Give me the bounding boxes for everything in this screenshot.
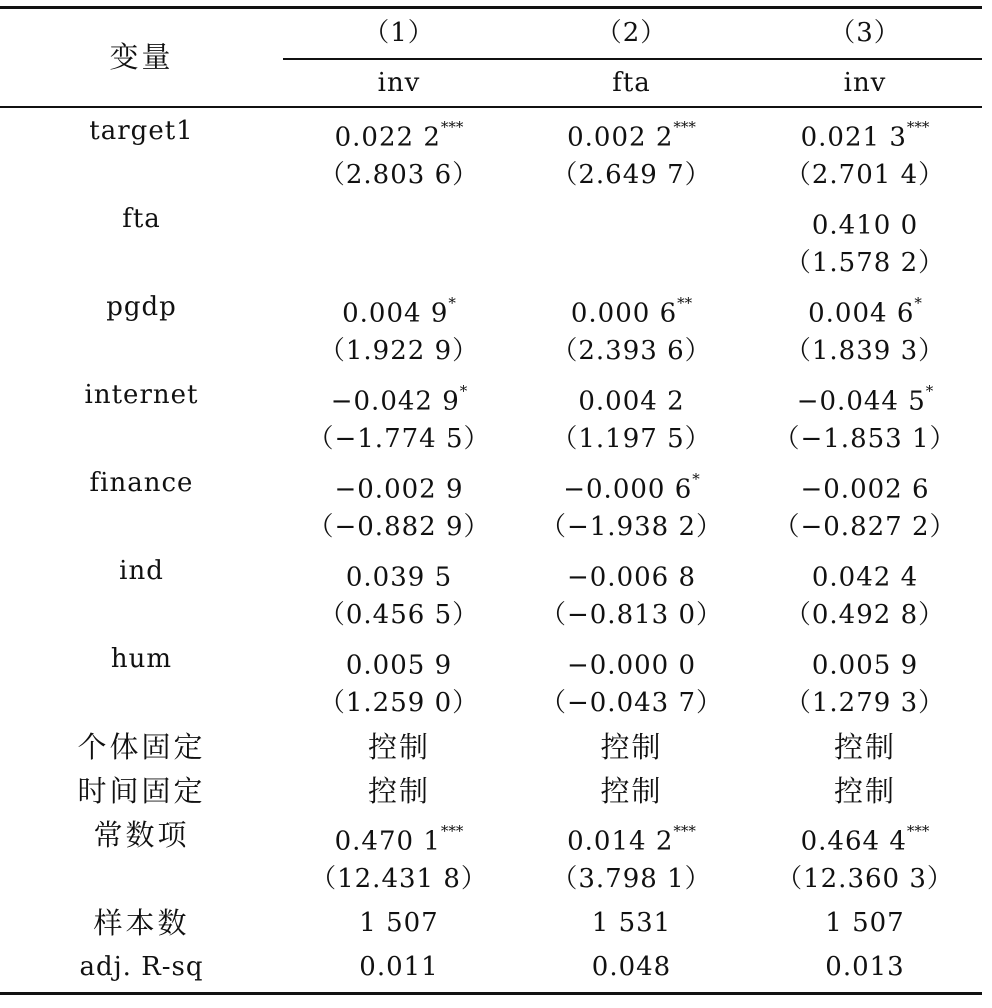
coef-cell <box>515 380 748 417</box>
control-cell: 控制 <box>833 774 896 808</box>
coef-cell <box>748 116 982 153</box>
significance-stars: * <box>692 470 700 488</box>
coef-value: 0.005 9 <box>811 650 919 681</box>
header-bottom-rule <box>0 106 982 108</box>
footer-cell: 1 531 <box>591 908 672 938</box>
coef-cell <box>515 820 748 857</box>
coef-cell <box>515 644 748 681</box>
significance-stars: *** <box>673 822 696 840</box>
significance-stars: *** <box>440 118 464 136</box>
footer-cell: 0.013 <box>825 952 905 982</box>
coef-value: −0.000 6 <box>563 474 693 505</box>
coef-value: −0.000 0 <box>566 650 697 681</box>
t-stat-cell: （12.360 3） <box>776 864 954 894</box>
footer-cell: 1 507 <box>359 908 439 938</box>
coef-value: 0.005 9 <box>345 650 453 681</box>
coef-value: 0.021 3 <box>800 122 907 153</box>
coef-value: 0.004 9 <box>342 298 449 329</box>
footer-row-label: 样本数 <box>93 906 190 940</box>
coef-cell <box>748 644 982 681</box>
column-number-3: （3） <box>829 18 901 48</box>
t-stat-cell: （1.839 3） <box>784 336 946 366</box>
t-stat-cell: （−1.853 1） <box>773 424 957 454</box>
column-dependent-3: inv <box>843 68 887 98</box>
t-stat-cell: （1.279 3） <box>784 688 946 718</box>
coef-cell <box>748 556 982 593</box>
significance-stars: * <box>448 294 456 312</box>
t-stat-cell: （−1.774 5） <box>307 424 491 454</box>
control-cell: 控制 <box>600 730 663 764</box>
t-stat-cell: （−0.827 2） <box>773 512 957 542</box>
control-row-label: 时间固定 <box>77 774 206 808</box>
coef-cell <box>748 468 982 505</box>
control-cell: 控制 <box>833 730 896 764</box>
coef-value: −0.002 9 <box>334 474 464 505</box>
row-label-target1: target1 <box>89 116 194 146</box>
coef-value: 0.042 4 <box>811 562 919 593</box>
t-stat-cell: （3.798 1） <box>551 864 712 894</box>
coef-cell <box>283 820 515 857</box>
footer-cell: 0.048 <box>591 952 672 982</box>
coef-cell <box>748 820 982 857</box>
row-label-ind: ind <box>119 556 164 586</box>
column-number-2: （2） <box>595 18 668 48</box>
significance-stars: *** <box>906 118 930 136</box>
coef-cell <box>283 644 515 681</box>
t-stat-cell: （−0.043 7） <box>539 688 724 718</box>
coef-cell <box>515 292 748 329</box>
coef-cell <box>748 204 982 241</box>
t-stat-cell: （1.578 2） <box>784 248 946 278</box>
control-cell: 控制 <box>600 774 663 808</box>
coef-value: 0.022 2 <box>334 122 441 153</box>
column-dependent-2: fta <box>612 68 651 98</box>
t-stat-cell: （2.649 7） <box>551 160 712 190</box>
coef-cell <box>515 556 748 593</box>
row-label-pgdp: pgdp <box>106 292 177 322</box>
footer-row-label: adj. R-sq <box>79 952 204 982</box>
coef-value: 0.014 2 <box>567 826 674 857</box>
footer-cell: 1 507 <box>825 908 905 938</box>
bottom-rule <box>0 992 982 995</box>
coef-value: −0.006 8 <box>566 562 697 593</box>
t-stat-cell: （−0.813 0） <box>539 600 724 630</box>
coef-value: −0.044 5 <box>796 386 926 417</box>
row-label-hum: hum <box>110 644 173 674</box>
coef-cell <box>515 468 748 505</box>
coef-cell <box>748 292 982 329</box>
significance-stars: *** <box>906 822 930 840</box>
coef-cell <box>515 116 748 153</box>
significance-stars: ** <box>677 294 693 312</box>
significance-stars: *** <box>673 118 696 136</box>
significance-stars: *** <box>440 822 464 840</box>
coef-value: 0.000 6 <box>570 298 678 329</box>
t-stat-cell: （1.197 5） <box>551 424 712 454</box>
significance-stars: * <box>914 294 922 312</box>
header-column-rule <box>283 58 982 60</box>
t-stat-cell: （2.803 6） <box>318 160 480 190</box>
column-dependent-1: inv <box>377 68 421 98</box>
top-rule <box>0 6 982 9</box>
t-stat-cell: （−0.882 9） <box>307 512 491 542</box>
row-label-internet: internet <box>84 380 199 410</box>
coef-value: 0.464 4 <box>800 826 907 857</box>
row-label-constant: 常数项 <box>93 818 190 852</box>
significance-stars: * <box>925 382 934 400</box>
t-stat-cell: （−1.938 2） <box>539 512 724 542</box>
footer-cell: 0.011 <box>359 952 439 982</box>
t-stat-cell: （1.922 9） <box>318 336 480 366</box>
coef-value: 0.470 1 <box>334 826 441 857</box>
t-stat-cell: （1.259 0） <box>318 688 480 718</box>
row-label-finance: finance <box>89 468 194 498</box>
t-stat-cell: （0.492 8） <box>784 600 946 630</box>
coef-value: 0.004 2 <box>578 386 685 417</box>
column-number-1: （1） <box>363 18 435 48</box>
t-stat-cell: （2.393 6） <box>551 336 712 366</box>
coef-value: 0.004 6 <box>808 298 915 329</box>
coef-cell <box>283 116 515 153</box>
control-cell: 控制 <box>367 730 430 764</box>
coef-cell <box>283 468 515 505</box>
t-stat-cell: （12.431 8） <box>310 864 488 894</box>
variable-header: 变量 <box>109 40 174 74</box>
coef-cell <box>283 556 515 593</box>
coef-cell <box>283 292 515 329</box>
coef-value: 0.410 0 <box>811 210 919 241</box>
coef-value: −0.002 6 <box>800 474 930 505</box>
control-row-label: 个体固定 <box>77 730 206 764</box>
control-cell: 控制 <box>367 774 430 808</box>
coef-value: −0.042 9 <box>330 386 460 417</box>
t-stat-cell: （2.701 4） <box>784 160 946 190</box>
row-label-fta: fta <box>122 204 161 234</box>
t-stat-cell: （0.456 5） <box>318 600 480 630</box>
coef-value: 0.039 5 <box>345 562 453 593</box>
coef-cell <box>748 380 982 417</box>
significance-stars: * <box>459 382 468 400</box>
coef-value: 0.002 2 <box>567 122 674 153</box>
coef-cell <box>283 380 515 417</box>
